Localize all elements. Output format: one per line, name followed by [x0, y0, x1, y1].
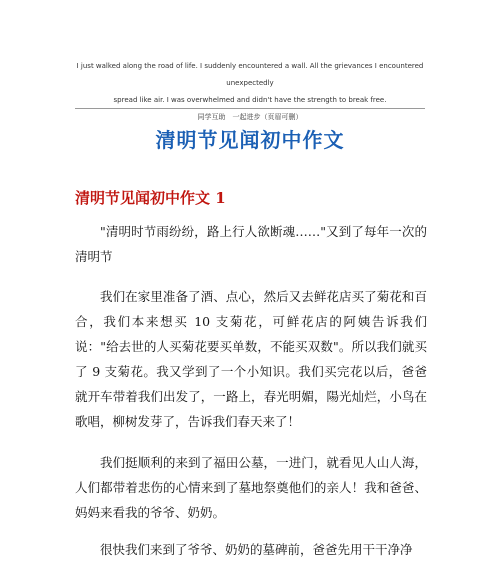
paragraph-1: "清明时节雨纷纷，路上行人欲断魂……"又到了每年一次的清明节 — [75, 224, 427, 264]
page-header — [62, 58, 438, 126]
paragraph-2: 我们在家里准备了酒、点心，然后又去鲜花店买了菊花和百合，我们本来想买 10 支菊花，可鲜花店的阿姨告诉我们说："给去世的人买菊花要买单数，不能买双数"。所以我们就买了 9 支菊花。我又学到了一个小知识。我们买完花以后，爸爸就开车带着我们出发了，一路上，春光明媚，陽光灿烂，小鸟在歌唱，柳树发芽了，告诉我们春天来了！ — [75, 289, 427, 429]
header-line-2-cn: 同学互助 一起进步（页眉可删） — [197, 113, 303, 121]
paragraph-3: 我们挺顺利的来到了福田公墓，一进门，就看见人山人海，人们都带着悲伤的心情来到了墓地祭奠他们的亲人！我和爸爸、妈妈来看我的爷爷、奶奶。 — [75, 455, 427, 520]
paragraph-4: 很快我们来到了爷爷、奶奶的墓碑前，爸爸先用干干净净 — [100, 542, 413, 557]
document-title: 清明节见闻初中作文 — [155, 128, 345, 152]
header-line-2 — [62, 92, 438, 126]
header-divider — [75, 108, 425, 109]
header-line-2-en: spread like air. I was overwhelmed and didn't have the strength to break free. — [113, 96, 387, 104]
header-line-1: I just walked along the road of life. I suddenly encountered a wall. All the grievances I encountered unexpectedly — [76, 62, 424, 87]
section-title: 清明节见闻初中作文 1 — [75, 189, 226, 207]
